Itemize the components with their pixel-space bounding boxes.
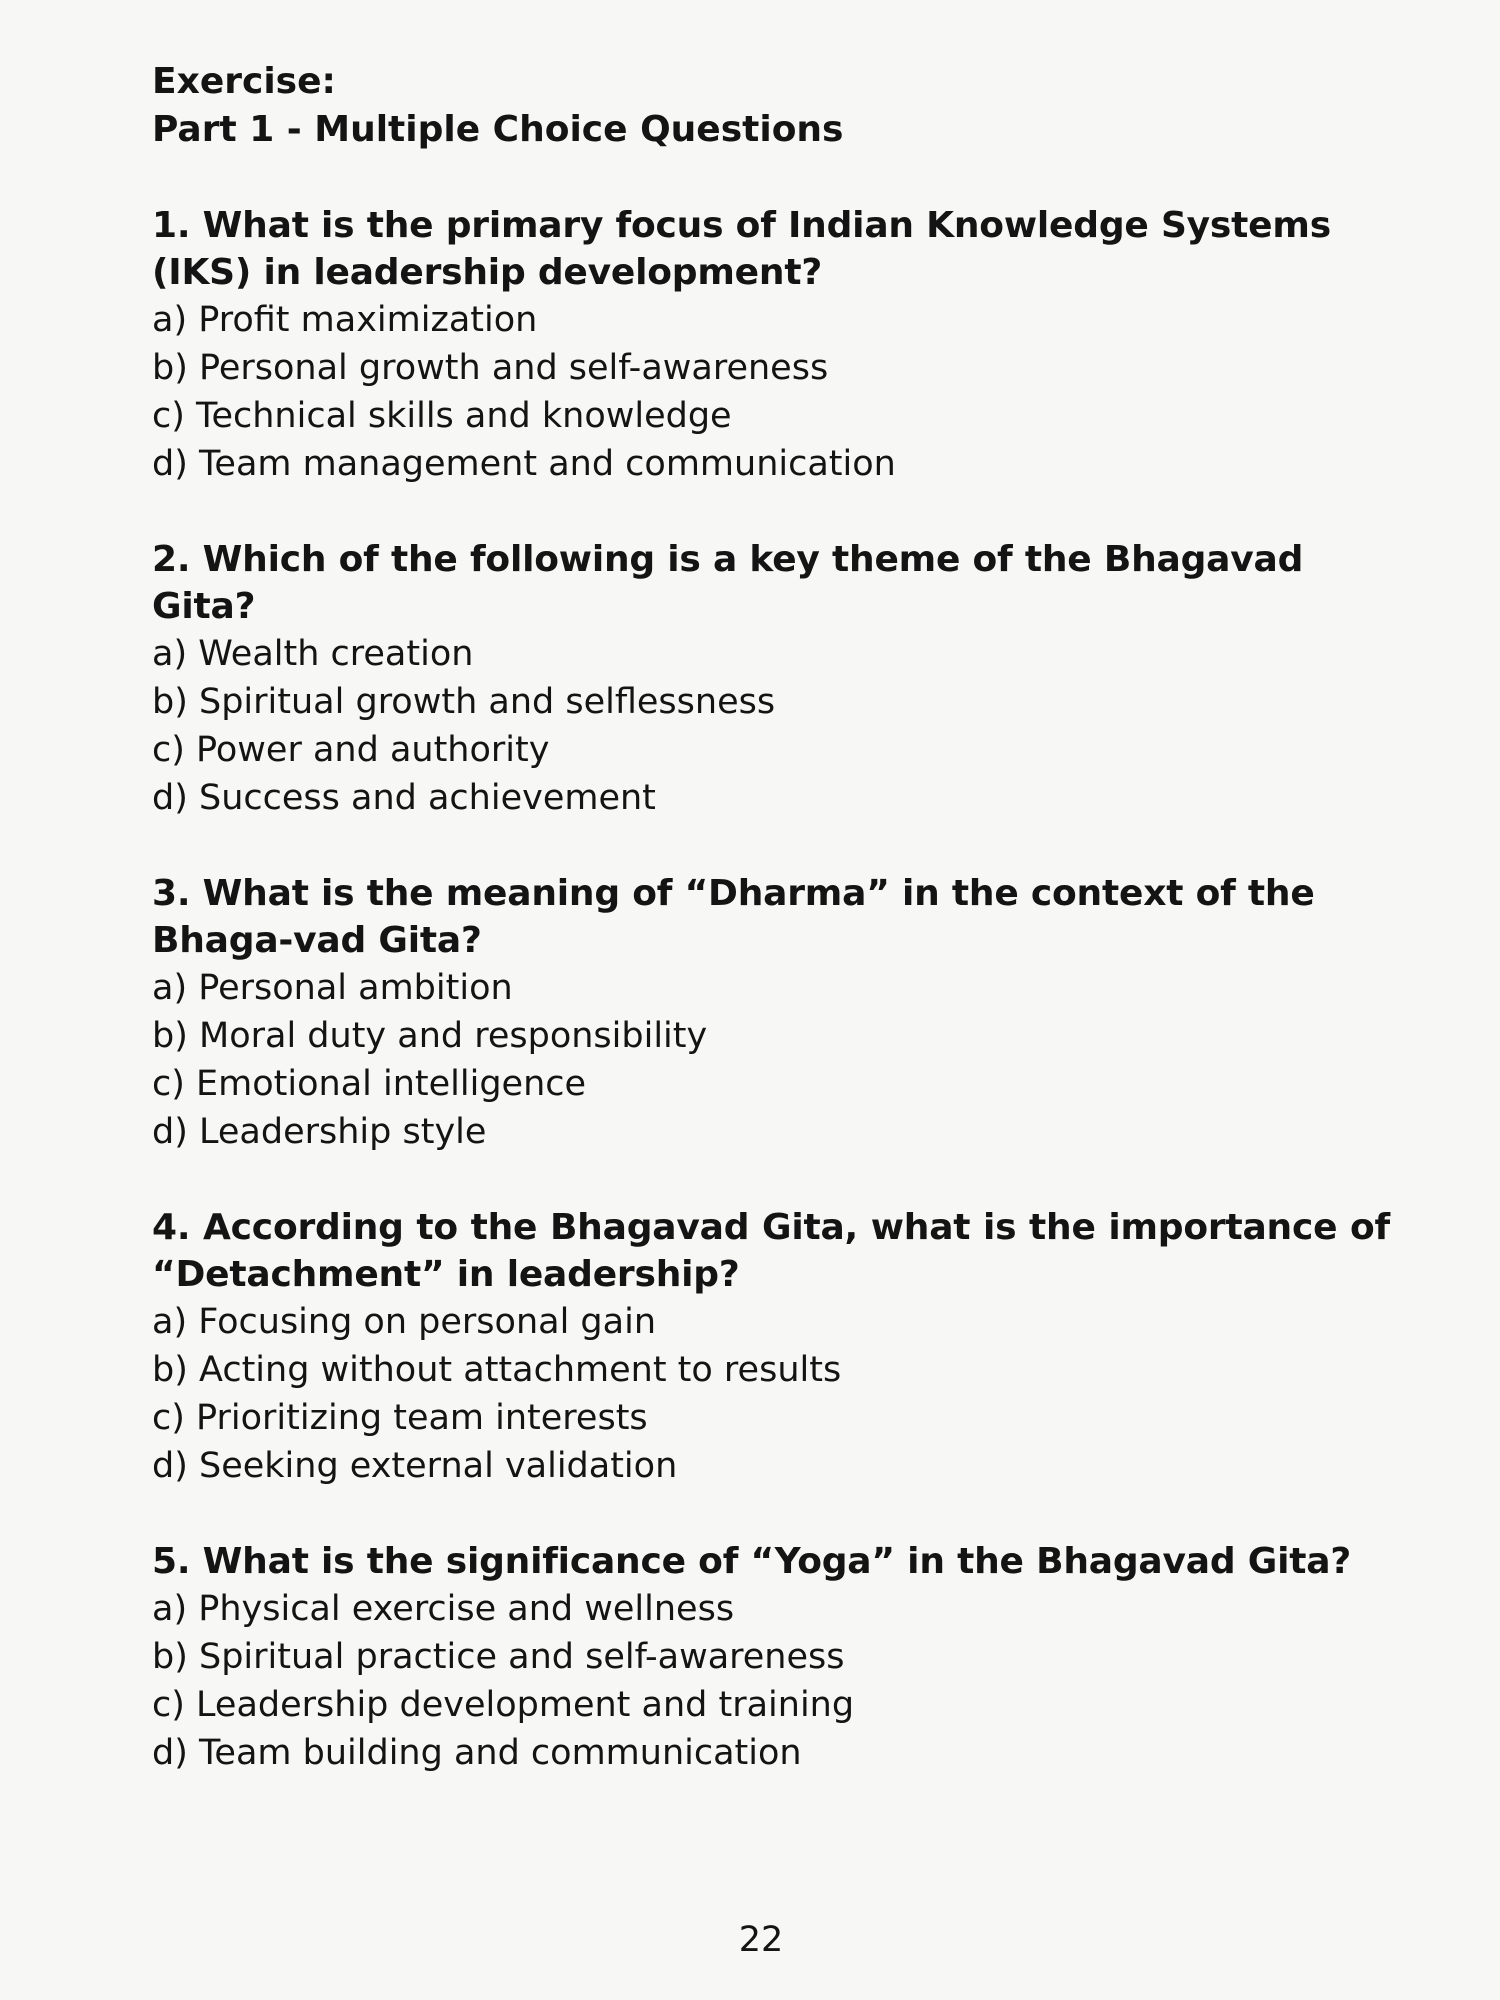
option-b: b) Moral duty and responsibility (152, 1016, 708, 1056)
option-list (152, 1585, 1390, 1777)
question-text: 5. What is the significance of “Yoga” in the Bhagavad Gita? (152, 1541, 1352, 1582)
option-c: c) Leadership development and training (152, 1685, 855, 1725)
part-title: Part 1 - Multiple Choice Questions (152, 109, 844, 150)
option-a: a) Physical exercise and wellness (152, 1589, 735, 1629)
option-c: c) Prioritizing team interests (152, 1398, 648, 1438)
option-d: d) Team building and communication (152, 1733, 802, 1773)
option-c: c) Power and authority (152, 730, 550, 770)
option-b: b) Spiritual growth and selflessness (152, 682, 776, 722)
option-b: b) Personal growth and self-awareness (152, 348, 829, 388)
option-a: a) Personal ambition (152, 968, 513, 1008)
exercise-heading: Exercise: (152, 61, 336, 102)
option-list (152, 1298, 1390, 1490)
question-text: 3. What is the meaning of “Dharma” in the context of the Bhaga-vad Gita? (152, 873, 1315, 961)
option-a: a) Focusing on personal gain (152, 1302, 656, 1342)
option-b: b) Spiritual practice and self-awareness (152, 1637, 845, 1677)
option-list (152, 964, 1390, 1156)
option-d: d) Leadership style (152, 1112, 487, 1152)
question-2 (152, 536, 1390, 822)
option-list (152, 630, 1390, 822)
option-d: d) Seeking external validation (152, 1446, 678, 1486)
option-a: a) Profit maximization (152, 300, 538, 340)
option-a: a) Wealth creation (152, 634, 474, 674)
question-3 (152, 870, 1390, 1156)
option-list (152, 296, 1390, 488)
question-5 (152, 1538, 1390, 1777)
option-b: b) Acting without attachment to results (152, 1350, 842, 1390)
page-number: 22 (738, 1920, 784, 1960)
question-4 (152, 1204, 1390, 1490)
question-text: 2. Which of the following is a key theme of the Bhagavad Gita? (152, 539, 1304, 627)
question-1 (152, 202, 1390, 488)
option-c: c) Technical skills and knowledge (152, 396, 732, 436)
question-text: 4. According to the Bhagavad Gita, what is the importance of “Detachment” in leadership? (152, 1207, 1390, 1295)
option-d: d) Team management and communication (152, 444, 896, 484)
question-text: 1. What is the primary focus of Indian Knowledge Systems (IKS) in leadership development? (152, 205, 1331, 293)
option-d: d) Success and achievement (152, 778, 656, 818)
option-c: c) Emotional intelligence (152, 1064, 587, 1104)
